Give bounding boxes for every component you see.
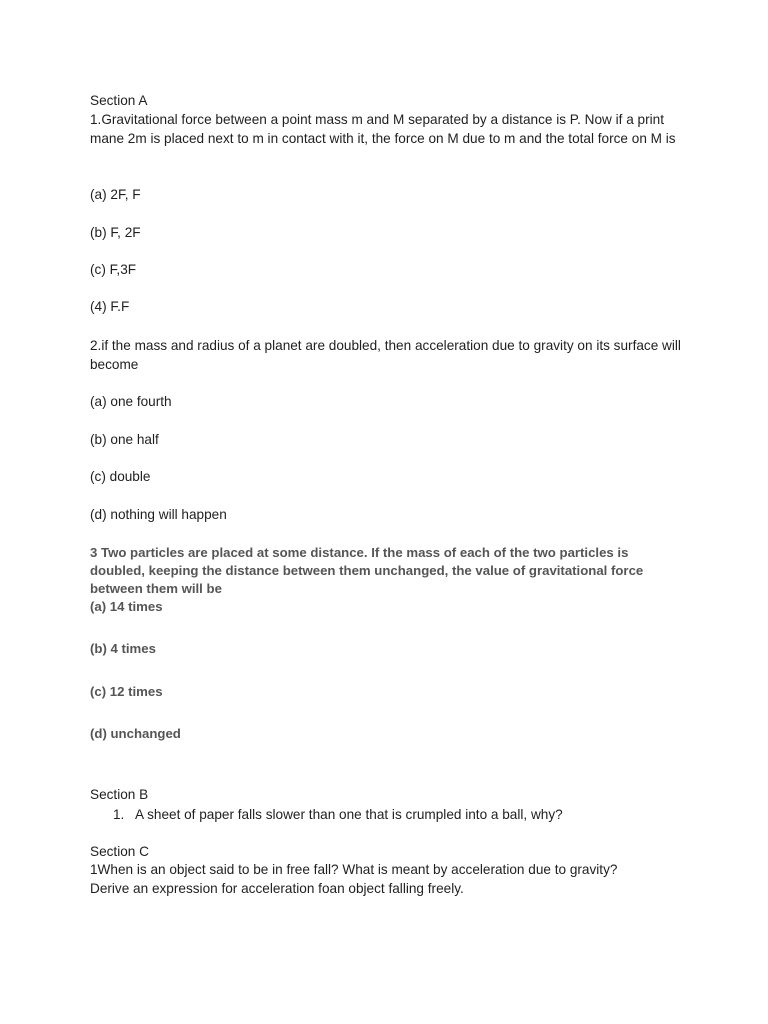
question-3-option-b: (b) 4 times bbox=[90, 641, 156, 656]
question-3-option-a: (a) 14 times bbox=[90, 599, 163, 614]
question-2-option-a: (a) one fourth bbox=[90, 394, 172, 409]
section-c-text: 1When is an object said to be in free fall? What is meant by acceleration due to gravity? Derive an expression for acceleration foan object falling freely. bbox=[90, 862, 618, 896]
question-1-text: 1.Gravitational force between a point mass m and M separated by a distance is P. Now if a print mane 2m is placed next to m in contact with it, the force on M due to m and the total force on M is bbox=[90, 112, 676, 146]
question-2-text: 2.if the mass and radius of a planet are doubled, then acceleration due to gravity on its surface will become bbox=[90, 338, 681, 372]
question-1-option-a: (a) 2F, F bbox=[90, 187, 141, 202]
section-b-item-number: 1. bbox=[113, 807, 125, 822]
question-3-option-c: (c) 12 times bbox=[90, 684, 163, 699]
question-1-option-d: (4) F.F bbox=[90, 299, 130, 314]
question-3-text: 3 Two particles are placed at some distance. If the mass of each of the two particles is doubled, keeping the distance between them unchanged, the value of gravitational force between them will be bbox=[90, 545, 644, 596]
question-2-option-b: (b) one half bbox=[90, 432, 159, 447]
question-1-option-c: (c) F,3F bbox=[90, 262, 137, 277]
section-c-title: Section C bbox=[90, 844, 149, 859]
section-a-title: Section A bbox=[90, 93, 148, 108]
question-2-option-c: (c) double bbox=[90, 469, 151, 484]
section-b-title: Section B bbox=[90, 787, 149, 802]
question-1-option-b: (b) F, 2F bbox=[90, 225, 141, 240]
section-b-item-text: A sheet of paper falls slower than one that is crumpled into a ball, why? bbox=[135, 807, 563, 822]
question-3-option-d: (d) unchanged bbox=[90, 726, 181, 741]
question-2-option-d: (d) nothing will happen bbox=[90, 507, 227, 522]
